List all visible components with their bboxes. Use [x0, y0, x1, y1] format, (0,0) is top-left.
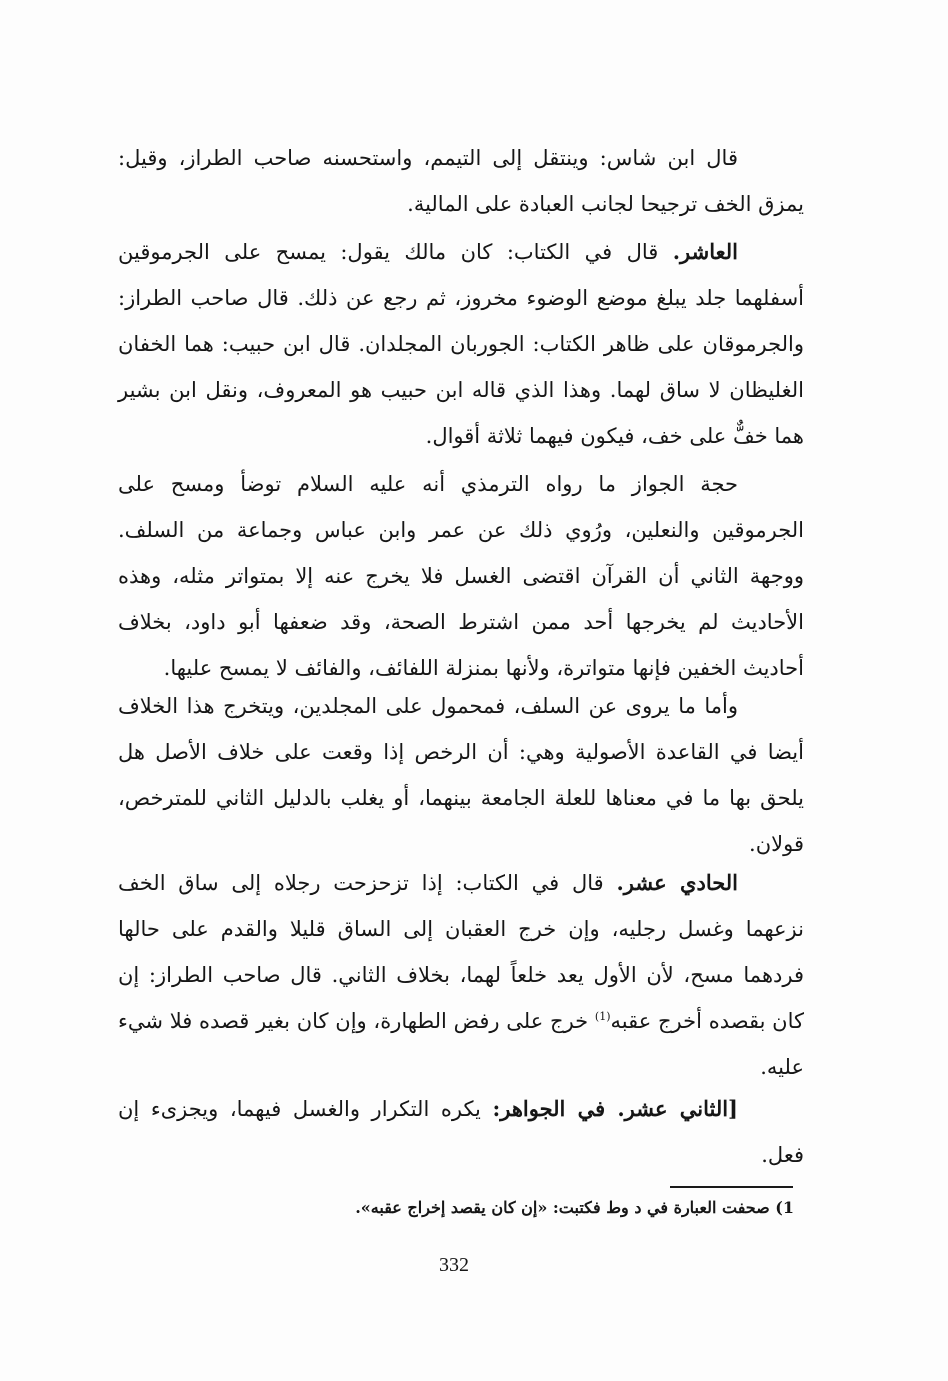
paragraph-text: خرج على رفض الطهارة، وإن كان بغير قصده فلا شيء عليه. [118, 1009, 804, 1079]
paragraph-text: حجة الجواز ما رواه الترمذي أنه عليه السلام توضأ ومسح على الجرموقين والنعلين، ورُوي ذلك عن عمر وابن عباس وجماعة من السلف. ووجهة الثاني أن القرآن اقتضى الغسل فلا يخرج عنه إلا بمتواتر مثله، وهذه الأحاديث لم يخرجها أحد ممن اشترط الصحة، وقد ضعفها أبو داود، بخلاف أحاديث الخفين فإنها متواترة، ولأنها بمنزلة اللفائف، والفائف لا يمسح عليها. [118, 472, 804, 680]
paragraph-eleventh-issue [118, 860, 804, 1090]
paragraph-salaf-narration [118, 683, 804, 867]
paragraph-twelfth-issue [118, 1086, 804, 1178]
section-heading: [الثاني عشر. في الجواهر: [492, 1096, 738, 1121]
section-heading: الحادي عشر. [616, 870, 739, 895]
footnote: 1) صحفت العبارة في د وط فكتبت: «إن كان يقصد إخراج عقبه». [355, 1198, 794, 1217]
paragraph-text: قال في الكتاب: إذا تزحزحت رجلاه إلى ساق الخف نزعهما وغسل رجليه، وإن خرج العقبان إلى الساق قليلا والقدم على حالها فردهما مسح، لأن الأول يعد خلعاً لهما، بخلاف الثاني. قال صاحب الطراز: إن كان بقصده أخرج عقبه [118, 871, 804, 1033]
footnote-divider [670, 1186, 793, 1188]
page-number: 332 [439, 1254, 469, 1276]
section-heading: العاشر. [672, 239, 738, 264]
paragraph-text: قال ابن شاس: وينتقل إلى التيمم، واستحسنه صاحب الطراز، وقيل: يمزق الخف ترجيحا لجانب العبادة على المالية. [118, 146, 804, 216]
paragraph-text: يكره التكرار والغسل فيهما، ويجزىء إن فعل. [118, 1097, 804, 1167]
paragraph-permissibility-argument [118, 461, 804, 691]
paragraph-text: قال في الكتاب: كان مالك يقول: يمسح على الجرموقين أسفلهما جلد يبلغ موضع الوضوء مخروز، ثم رجع عن ذلك. قال صاحب الطراز: والجرموقان على ظاهر الكتاب: الجوربان المجلدان. قال ابن حبيب: هما الخفان الغليظان لا ساق لهما. وهذا الذي قاله ابن حبيب هو المعروف، ونقل ابن بشير هما خفٌّ على خف، فيكون فيهما ثلاثة أقوال. [118, 240, 804, 448]
paragraph-text: وأما ما يروى عن السلف، فمحمول على المجلدين، ويتخرج هذا الخلاف أيضا في القاعدة الأصولية وهي: أن الرخص إذا وقعت على خلاف الأصل هل يلحق بها ما في معناها للعلة الجامعة بينهما، أو يغلب بالدليل الثاني للمترخص، قولان. [118, 694, 804, 856]
paragraph-tenth-issue [118, 229, 804, 459]
paragraph-ibn-shas [118, 135, 804, 227]
footnote-marker[interactable]: (1) [594, 1010, 611, 1023]
